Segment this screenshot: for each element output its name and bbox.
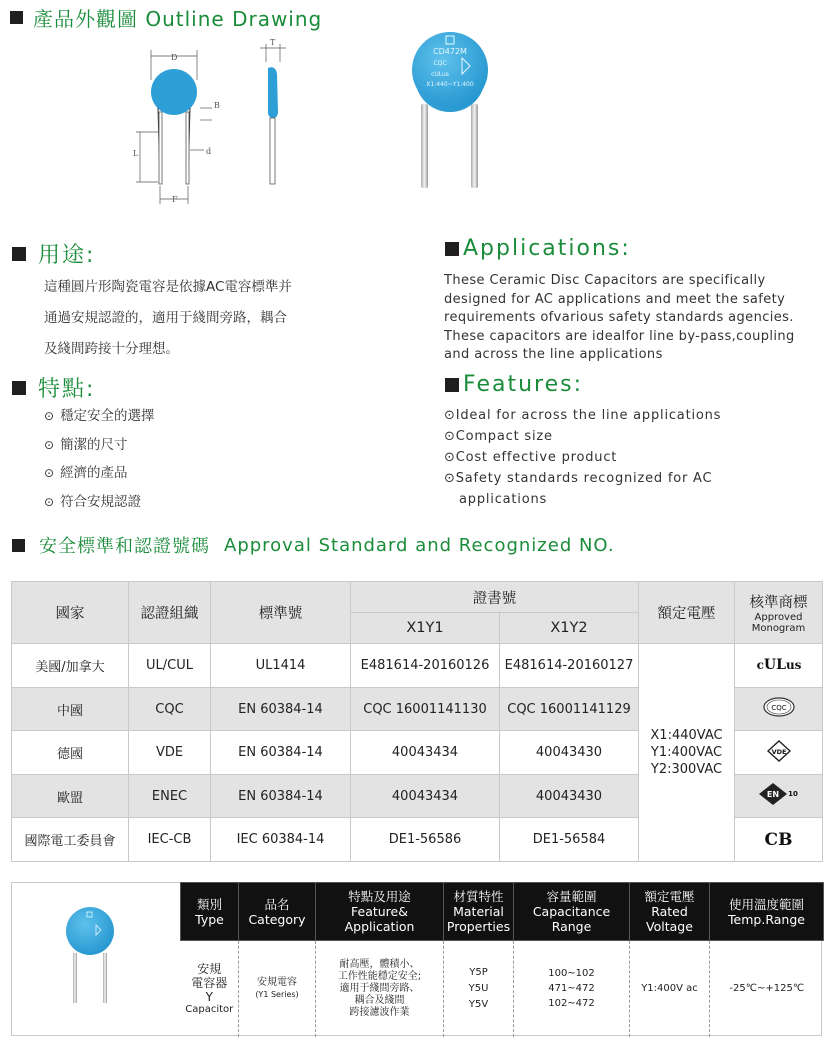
list-item: ⊙ 經濟的產品 <box>44 465 128 481</box>
outline-section-header <box>10 4 322 30</box>
usage-paragraph <box>44 272 292 365</box>
circle-dot-icon: ⊙ <box>44 409 55 423</box>
usage-line: 及綫間跨接十分理想。 <box>44 341 179 357</box>
table-row: 國際電工委員會 IEC-CB IEC 60384-14 DE1-56586 DE1-56584 CB <box>12 818 823 862</box>
table-row: 中國 CQC EN 60384-14 CQC 16001141130 CQC 16001141129 CQC <box>12 688 823 731</box>
dim-L-label: L <box>133 149 139 158</box>
circle-dot-icon: ⊙ <box>444 471 456 486</box>
table-row: 歐盟 ENEC EN 60384-14 40043434 40043430 EN 10 <box>12 775 823 818</box>
list-item: ⊙Ideal for across the line applications <box>444 408 722 423</box>
header-feature: 特點及用途 Feature& Application <box>316 883 444 941</box>
type-cell: 安規 電容器 Y Capacitor <box>181 941 239 1037</box>
dim-T-label: T <box>270 38 276 47</box>
photo-marking-4: X1:440~Y1:400 <box>426 81 474 88</box>
voltage-cell: X1:440VAC Y1:400VAC Y2:300VAC <box>639 644 735 862</box>
features-cn-heading: 特點: <box>38 377 96 402</box>
applications-line: designed for AC applications and meet the safety <box>444 291 786 307</box>
photo-marking-2: CQC <box>433 60 447 67</box>
header-standard: 標準號 <box>211 582 351 644</box>
header-material: 材質特性 Material Properties <box>444 883 514 941</box>
applications-heading: Applications: <box>463 236 631 261</box>
list-item: ⊙Safety standards recognized for AC <box>444 471 713 486</box>
list-item: ⊙ 穩定安全的選擇 <box>44 408 155 424</box>
vde-mark-icon <box>735 731 823 775</box>
square-bullet-icon <box>12 539 25 552</box>
capacitor-photo <box>400 18 520 193</box>
photo-marking-1: CD472M <box>433 47 467 56</box>
table-row <box>181 941 824 1037</box>
features-cn-header <box>12 372 95 403</box>
ul-mark-icon <box>735 644 823 688</box>
dim-F-label: F <box>172 195 178 204</box>
header-capacitance: 容量範圍 Capacitance Range <box>514 883 630 941</box>
temp-cell: -25℃~+125℃ <box>729 982 805 994</box>
usage-header <box>12 238 95 269</box>
circle-dot-icon: ⊙ <box>44 437 55 452</box>
features-en-header <box>445 372 583 397</box>
circle-dot-icon: ⊙ <box>444 408 456 423</box>
features-en-list <box>444 405 721 510</box>
approval-title-cn: 安全標準和認證號碼 <box>39 536 210 557</box>
table-row: 德國 VDE EN 60384-14 40043434 40043430 VDE <box>12 731 823 775</box>
square-bullet-icon <box>12 381 26 395</box>
photo-marking-3: cULus <box>431 71 449 78</box>
list-item: ⊙ 符合安規認證 <box>44 493 142 510</box>
capacitor-photo-small <box>56 903 132 1023</box>
applications-line: and across the line applications <box>444 347 663 363</box>
list-item: applications <box>459 492 548 507</box>
circle-dot-icon: ⊙ <box>444 450 456 465</box>
outline-drawing <box>120 32 310 212</box>
applications-header <box>445 236 631 261</box>
capacitance-cell: 100~102 471~472 102~472 <box>514 941 630 1037</box>
product-table <box>180 882 824 1037</box>
approval-title-en: Approval Standard and Recognized NO. <box>224 534 615 556</box>
svg-text:10: 10 <box>787 790 798 798</box>
dim-D-label: D <box>171 53 178 62</box>
svg-text:EN: EN <box>766 790 779 799</box>
voltage-cell: Y1:400V ac <box>630 941 710 1037</box>
feature-cell: 耐高壓，體積小、 工作性能穩定安全; 適用于綫間旁路、 耦合及綫間 跨接濾波作業 <box>316 941 444 1037</box>
features-cn-list <box>44 402 155 516</box>
header-category: 品名 Category <box>239 883 316 941</box>
product-table-container <box>11 882 822 1036</box>
usage-line: 這種圓片形陶瓷電容是依據AC電容標準并 <box>44 279 292 295</box>
usage-line: 通過安規認證的，適用于綫間旁路，耦合 <box>44 310 287 326</box>
approval-section-header <box>12 532 615 558</box>
list-item: ⊙ 簡潔的尺寸 <box>44 436 128 453</box>
header-voltage: 額定電壓 <box>639 582 735 644</box>
header-country: 國家 <box>12 582 129 644</box>
circle-dot-icon: ⊙ <box>44 466 55 480</box>
cqc-mark-icon <box>735 688 823 731</box>
capacitor-disc-side <box>268 67 278 118</box>
square-bullet-icon <box>10 11 23 24</box>
dim-B-label: B <box>214 101 220 110</box>
square-bullet-icon <box>445 378 459 392</box>
svg-text:VDE: VDE <box>771 747 786 756</box>
header-voltage: 額定電壓 Rated Voltage <box>630 883 710 941</box>
applications-line: These capacitors are idealfor line by-pass,coupling <box>444 328 795 344</box>
table-row: 美國/加拿大 UL/CUL UL1414 E481614-20160126 E481614-20160127 X1:440VAC Y1:400VAC Y2:300VAC cULus <box>12 644 823 688</box>
header-cert: 證書號 <box>351 582 639 613</box>
square-bullet-icon <box>445 242 459 256</box>
dim-d-label: d <box>206 147 212 156</box>
list-item: ⊙Compact size <box>444 429 553 444</box>
circle-dot-icon: ⊙ <box>44 494 55 509</box>
header-org: 認證組織 <box>129 582 211 644</box>
approval-table <box>11 581 823 862</box>
header-x1y2: X1Y2 <box>500 613 639 644</box>
applications-line: requirements ofvarious safety standards agencies. <box>444 310 794 326</box>
header-type: 類別 Type <box>181 883 239 941</box>
material-cell: Y5P Y5U Y5V <box>444 941 514 1037</box>
header-x1y1: X1Y1 <box>351 613 500 644</box>
outline-title: 產品外觀圖 Outline Drawing <box>33 6 323 31</box>
applications-line: These Ceramic Disc Capacitors are specifically <box>444 273 766 288</box>
cb-mark-icon: CB <box>735 818 823 862</box>
header-monogram: 核準商標 Approved Monogram <box>735 582 823 644</box>
usage-heading: 用途: <box>38 243 96 268</box>
category-cell: 安規電容 (Y1 Series) <box>239 941 316 1037</box>
features-en-heading: Features: <box>463 372 584 397</box>
svg-text:CQC: CQC <box>770 704 787 712</box>
svg-text:cULus: cULus <box>756 656 801 673</box>
applications-paragraph <box>444 272 795 365</box>
list-item: ⊙Cost effective product <box>444 450 618 465</box>
circle-dot-icon: ⊙ <box>444 429 456 444</box>
enec-mark-icon <box>735 775 823 818</box>
header-temp: 使用溫度範圍 Temp.Range <box>710 883 824 941</box>
square-bullet-icon <box>12 247 26 261</box>
